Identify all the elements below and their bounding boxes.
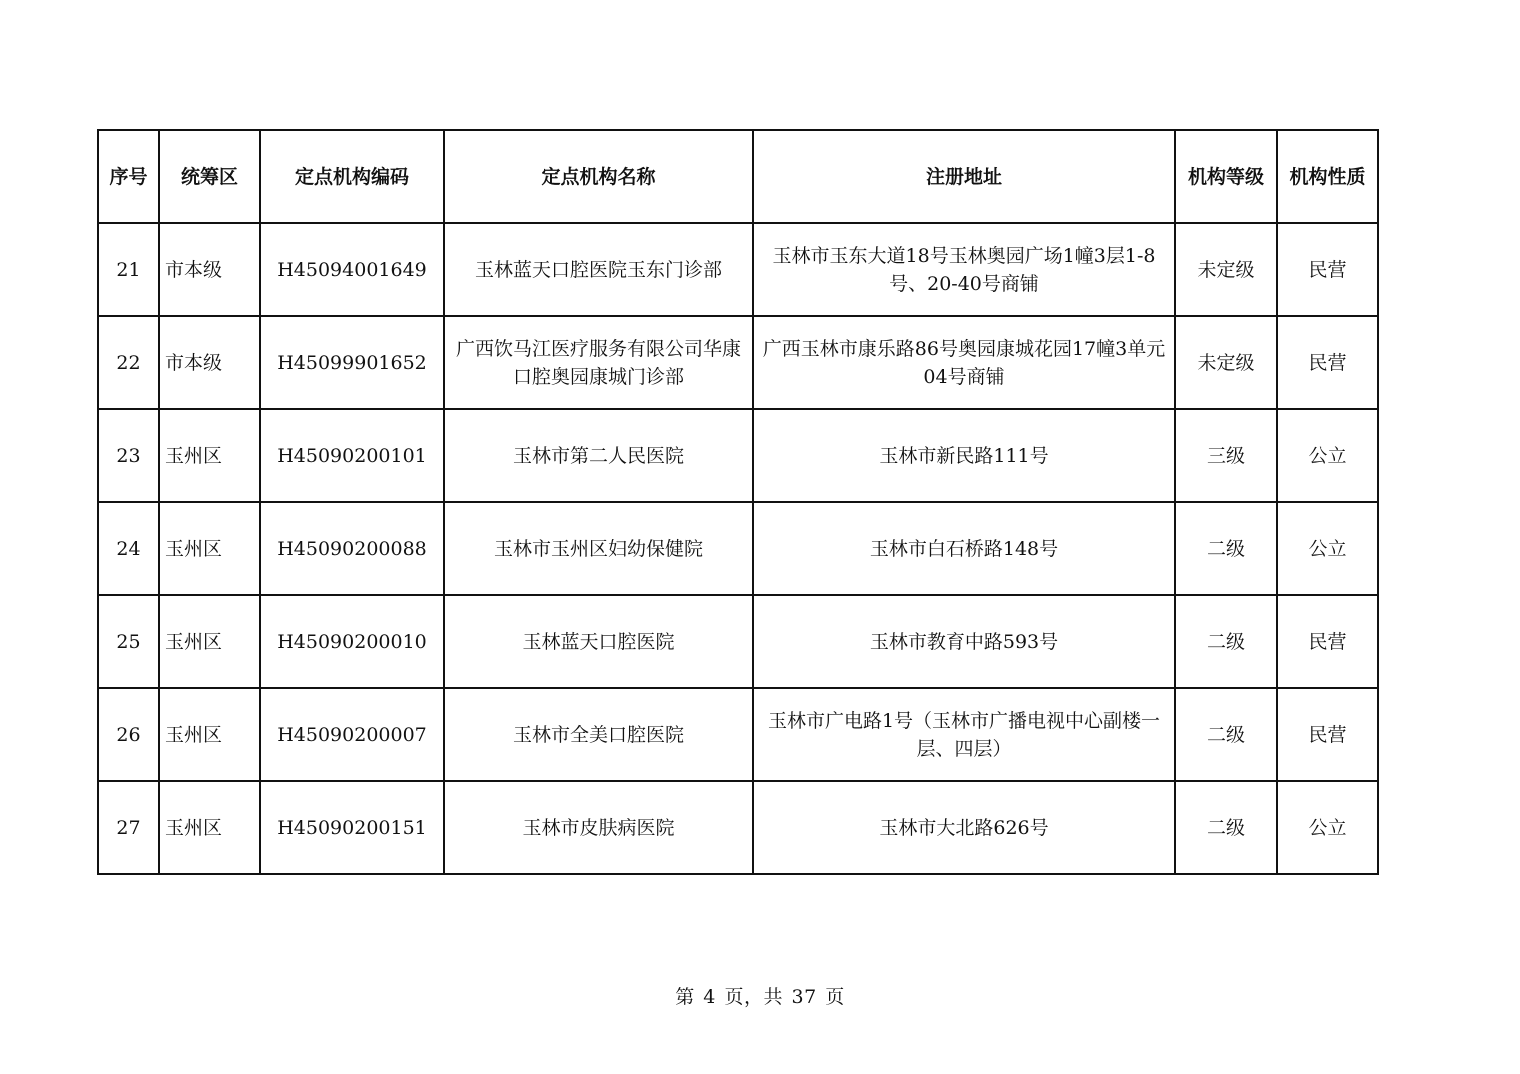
cell-institution-name: 广西饮马江医疗服务有限公司华康口腔奥园康城门诊部 — [444, 316, 753, 409]
cell-coordination-area: 玉州区 — [159, 595, 260, 688]
cell-institution-level: 三级 — [1175, 409, 1277, 502]
header-institution-level: 机构等级 — [1175, 130, 1277, 223]
cell-institution-name: 玉林市皮肤病医院 — [444, 781, 753, 874]
cell-institution-nature: 民营 — [1277, 223, 1378, 316]
cell-institution-level: 未定级 — [1175, 316, 1277, 409]
designated-institutions-table — [97, 129, 1379, 875]
cell-institution-nature: 民营 — [1277, 688, 1378, 781]
footer-middle: 页，共 — [724, 986, 783, 1008]
table-header-row — [98, 130, 1378, 223]
cell-institution-name: 玉林蓝天口腔医院玉东门诊部 — [444, 223, 753, 316]
cell-institution-name: 玉林市全美口腔医院 — [444, 688, 753, 781]
cell-institution-nature: 公立 — [1277, 781, 1378, 874]
cell-institution-level: 未定级 — [1175, 223, 1277, 316]
cell-institution-name: 玉林市第二人民医院 — [444, 409, 753, 502]
cell-institution-code: H45099901652 — [260, 316, 444, 409]
cell-coordination-area: 市本级 — [159, 223, 260, 316]
footer-current-page: 4 — [703, 986, 716, 1008]
cell-serial-number: 25 — [98, 595, 159, 688]
cell-coordination-area: 玉州区 — [159, 688, 260, 781]
footer-prefix: 第 — [675, 986, 695, 1008]
cell-institution-nature: 公立 — [1277, 502, 1378, 595]
cell-coordination-area: 玉州区 — [159, 781, 260, 874]
cell-institution-nature: 公立 — [1277, 409, 1378, 502]
table-row — [98, 223, 1378, 316]
cell-institution-code: H45090200151 — [260, 781, 444, 874]
header-coordination-area: 统筹区 — [159, 130, 260, 223]
cell-institution-code: H45090200010 — [260, 595, 444, 688]
header-registered-address: 注册地址 — [753, 130, 1175, 223]
footer-suffix: 页 — [825, 986, 845, 1008]
cell-registered-address: 玉林市新民路111号 — [753, 409, 1175, 502]
cell-registered-address: 玉林市教育中路593号 — [753, 595, 1175, 688]
cell-institution-level: 二级 — [1175, 595, 1277, 688]
cell-serial-number: 22 — [98, 316, 159, 409]
header-serial-number: 序号 — [98, 130, 159, 223]
header-institution-name: 定点机构名称 — [444, 130, 753, 223]
cell-registered-address: 玉林市玉东大道18号玉林奥园广场1幢3层1-8号、20-40号商铺 — [753, 223, 1175, 316]
cell-registered-address: 玉林市广电路1号（玉林市广播电视中心副楼一层、四层） — [753, 688, 1175, 781]
cell-coordination-area: 市本级 — [159, 316, 260, 409]
table-row — [98, 409, 1378, 502]
header-institution-code: 定点机构编码 — [260, 130, 444, 223]
cell-institution-code: H45090200101 — [260, 409, 444, 502]
cell-institution-level: 二级 — [1175, 688, 1277, 781]
cell-coordination-area: 玉州区 — [159, 502, 260, 595]
footer-total-pages: 37 — [791, 986, 817, 1008]
cell-institution-nature: 民营 — [1277, 316, 1378, 409]
table-row — [98, 688, 1378, 781]
cell-institution-name: 玉林市玉州区妇幼保健院 — [444, 502, 753, 595]
cell-registered-address: 玉林市白石桥路148号 — [753, 502, 1175, 595]
cell-serial-number: 27 — [98, 781, 159, 874]
cell-institution-code: H45090200007 — [260, 688, 444, 781]
cell-institution-code: H45090200088 — [260, 502, 444, 595]
cell-institution-level: 二级 — [1175, 502, 1277, 595]
cell-institution-nature: 民营 — [1277, 595, 1378, 688]
cell-institution-name: 玉林蓝天口腔医院 — [444, 595, 753, 688]
table-row — [98, 316, 1378, 409]
cell-registered-address: 玉林市大北路626号 — [753, 781, 1175, 874]
cell-serial-number: 26 — [98, 688, 159, 781]
cell-institution-code: H45094001649 — [260, 223, 444, 316]
table-row — [98, 595, 1378, 688]
cell-serial-number: 21 — [98, 223, 159, 316]
cell-registered-address: 广西玉林市康乐路86号奥园康城花园17幢3单元04号商铺 — [753, 316, 1175, 409]
cell-coordination-area: 玉州区 — [159, 409, 260, 502]
cell-serial-number: 24 — [98, 502, 159, 595]
page-number-footer — [0, 982, 1520, 1009]
table-row — [98, 781, 1378, 874]
cell-serial-number: 23 — [98, 409, 159, 502]
table-row — [98, 502, 1378, 595]
cell-institution-level: 二级 — [1175, 781, 1277, 874]
header-institution-nature: 机构性质 — [1277, 130, 1378, 223]
